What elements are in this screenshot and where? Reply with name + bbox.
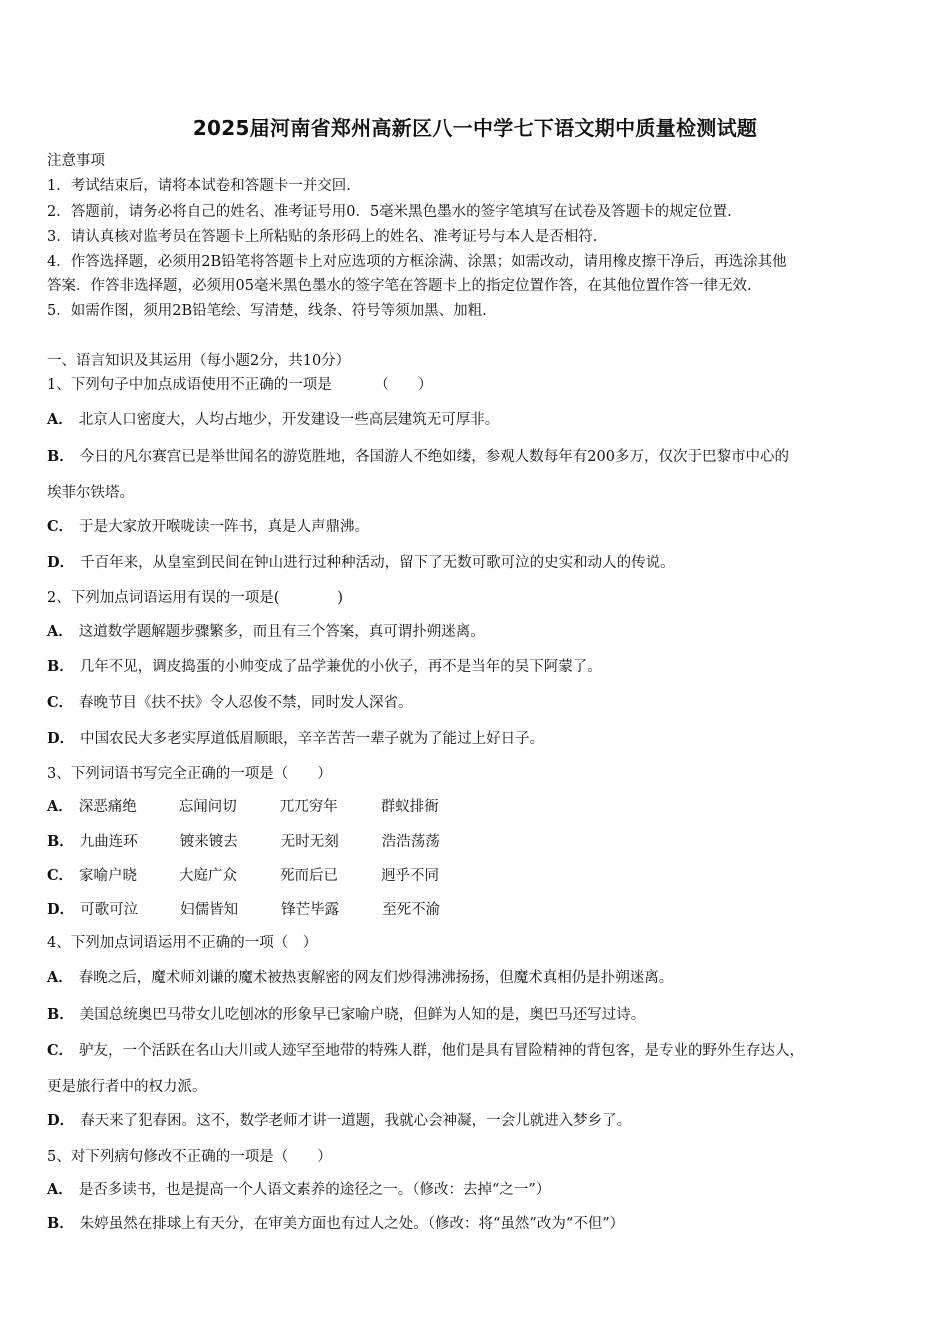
option-label: C． — [47, 694, 74, 711]
option-word: 无时无刻 — [280, 834, 339, 850]
option-word: 大庭广众 — [179, 868, 238, 884]
option-q5-a — [47, 1180, 550, 1200]
option-label: B． — [47, 1215, 74, 1232]
option-text: 春天来了犯春困。这不，数学老师才讲一道题，我就心会神凝，一会儿就进入梦乡了。 — [80, 1113, 632, 1129]
option-word: 兀兀穷年 — [279, 799, 338, 815]
option-label: A． — [47, 969, 73, 986]
option-q4-c — [47, 1041, 804, 1061]
option-word: 群蚁排衙 — [380, 799, 439, 815]
option-label: B． — [47, 448, 74, 465]
option-q3-d — [47, 900, 440, 920]
option-label: C． — [47, 1042, 74, 1059]
option-q3-b — [47, 832, 440, 852]
option-text: 春晚之后，魔术师刘谦的魔术被热衷解密的网友们炒得沸沸扬扬，但魔术真相仍是扑朔迷离。 — [78, 970, 674, 986]
option-q2-d — [47, 729, 544, 749]
option-word: 深恶痛绝 — [78, 799, 137, 815]
question-stem-3 — [47, 764, 332, 784]
option-text: 中国农民大多老实厚道低眉顺眼，辛辛苦苦一辈子就为了能过上好日子。 — [80, 731, 545, 747]
option-word: 镀来镀去 — [179, 834, 238, 850]
option-label: A． — [47, 1181, 73, 1198]
option-word: 妇儒皆知 — [180, 902, 239, 918]
notice-item: 1．考试结束后，请将本试卷和答题卡一并交回. — [47, 178, 351, 194]
option-text: 于是大家放开喉咙读一阵书，真是人声鼎沸。 — [79, 519, 370, 535]
option-q2-a — [47, 622, 485, 642]
question-stem-1 — [47, 375, 432, 395]
option-q1-b-cont — [47, 483, 134, 503]
option-q4-c-cont — [47, 1077, 207, 1097]
option-text: 北京人口密度大，人均占地少，开发建设一些高层建筑无可厚非。 — [78, 412, 500, 428]
option-text: 这道数学题解题步骤繁多，而且有三个答案，真可谓扑朔迷离。 — [78, 624, 485, 640]
option-text: 几年不见，调皮捣蛋的小帅变成了品学兼优的小伙子，再不是当年的吴下阿蒙了。 — [79, 659, 602, 675]
question-stem-4 — [47, 933, 317, 953]
option-label: A． — [47, 411, 73, 428]
option-word: 锋芒毕露 — [281, 902, 340, 918]
option-q2-b — [47, 657, 602, 677]
option-q3-c — [47, 866, 439, 886]
option-q4-d — [47, 1111, 631, 1131]
option-text: 埃菲尔铁塔。 — [47, 485, 134, 501]
option-label: D． — [47, 901, 75, 918]
answer-bracket: （ ） — [273, 766, 332, 782]
notice-item: 4．作答选择题，必须用2B铅笔将答题卡上对应选项的方框涂满、涂黑；如需改动，请用橡皮擦干净后，再选涂其他 — [47, 254, 787, 270]
option-word: 迥乎不同 — [381, 868, 440, 884]
option-word: 可歌可泣 — [80, 902, 139, 918]
question-text: 3、下列词语书写完全正确的一项是 — [47, 766, 274, 782]
notice-item: 答案．作答非选择题，必须用05毫米黑色墨水的签字笔在答题卡上的指定位置作答，在其他位置作答一律无效. — [47, 278, 752, 294]
option-label: B． — [47, 1006, 74, 1023]
option-q1-b — [47, 447, 789, 467]
option-label: D． — [47, 554, 75, 571]
question-text: 1、下列句子中加点成语使用不正确的一项是 — [47, 377, 332, 393]
notice-heading: 注意事项 — [47, 153, 105, 169]
option-text: 朱婷虽然在排球上有天分，在审美方面也有过人之处。（修改：将“虽然”改为“不但”） — [79, 1216, 625, 1232]
option-label: A． — [47, 798, 73, 815]
option-text: 是否多读书，也是提高一个人语文素养的途径之一。（修改：去掉“之一”） — [78, 1182, 551, 1198]
question-text: 2、下列加点词语运用有误的一项是 — [47, 590, 274, 606]
option-q1-c — [47, 517, 369, 537]
question-text: 4、下列加点词语运用不正确的一项 — [47, 935, 274, 951]
section-heading: 一、语言知识及其运用（每小题2分，共10分） — [47, 353, 351, 369]
option-q2-c — [47, 693, 413, 713]
option-q4-b — [47, 1005, 645, 1025]
answer-bracket: ( ) — [273, 590, 344, 606]
answer-bracket: （ ） — [273, 935, 318, 951]
question-text: 5、对下列病句修改不正确的一项是 — [47, 1149, 274, 1165]
answer-bracket: （ ） — [374, 377, 433, 393]
option-q1-a — [47, 410, 499, 430]
option-word: 忘闻问切 — [178, 799, 237, 815]
option-label: B． — [47, 658, 74, 675]
option-label: D． — [47, 730, 75, 747]
notice-item: 2．答题前，请务必将自己的姓名、准考证号用0．5毫米黑色墨水的签字笔填写在试卷及答题卡的规定位置. — [47, 204, 732, 220]
option-q5-b — [47, 1214, 624, 1234]
option-text: 驴友，一个活跃在名山大川或人迹罕至地带的特殊人群，他们是具有冒险精神的背包客，是专业的野外生存达人， — [79, 1043, 805, 1059]
option-text: 春晚节目《扶不扶》令人忍俊不禁，同时发人深省。 — [79, 695, 413, 711]
option-text: 今日的凡尔赛宫已是举世闻名的游览胜地，各国游人不绝如缕，参观人数每年有200多万，仅次于巴黎市中心的 — [79, 449, 789, 465]
option-q3-a — [47, 797, 439, 817]
option-word: 九曲连环 — [79, 834, 138, 850]
option-word: 家喻户晓 — [79, 868, 138, 884]
option-label: C． — [47, 518, 74, 535]
notice-item: 5．如需作图，须用2B铅笔绘、写清楚，线条、符号等须加黑、加粗. — [47, 303, 487, 319]
question-stem-2 — [47, 588, 343, 608]
option-label: A． — [47, 623, 73, 640]
page-title: 2025届河南省郑州高新区八一中学七下语文期中质量检测试题 — [192, 116, 758, 140]
notice-item: 3．请认真核对监考员在答题卡上所粘贴的条形码上的姓名、准考证号与本人是否相符. — [47, 229, 598, 245]
answer-bracket: （ ） — [273, 1149, 332, 1165]
option-text: 千百年来，从皇室到民间在钟山进行过种种活动，留下了无数可歌可泣的史实和动人的传说。 — [80, 555, 675, 571]
option-label: B． — [47, 833, 74, 850]
option-word: 浩浩荡荡 — [381, 834, 440, 850]
option-label: D． — [47, 1112, 75, 1129]
option-word: 至死不渝 — [382, 902, 441, 918]
option-q1-d — [47, 553, 675, 573]
option-label: C． — [47, 867, 74, 884]
option-word: 死而后已 — [280, 868, 339, 884]
question-stem-5 — [47, 1147, 332, 1167]
option-q4-a — [47, 968, 673, 988]
option-text: 更是旅行者中的权力派。 — [47, 1079, 207, 1095]
option-text: 美国总统奥巴马带女儿吃刨冰的形象早已家喻户晓，但鲜为人知的是，奥巴马还写过诗。 — [79, 1007, 646, 1023]
